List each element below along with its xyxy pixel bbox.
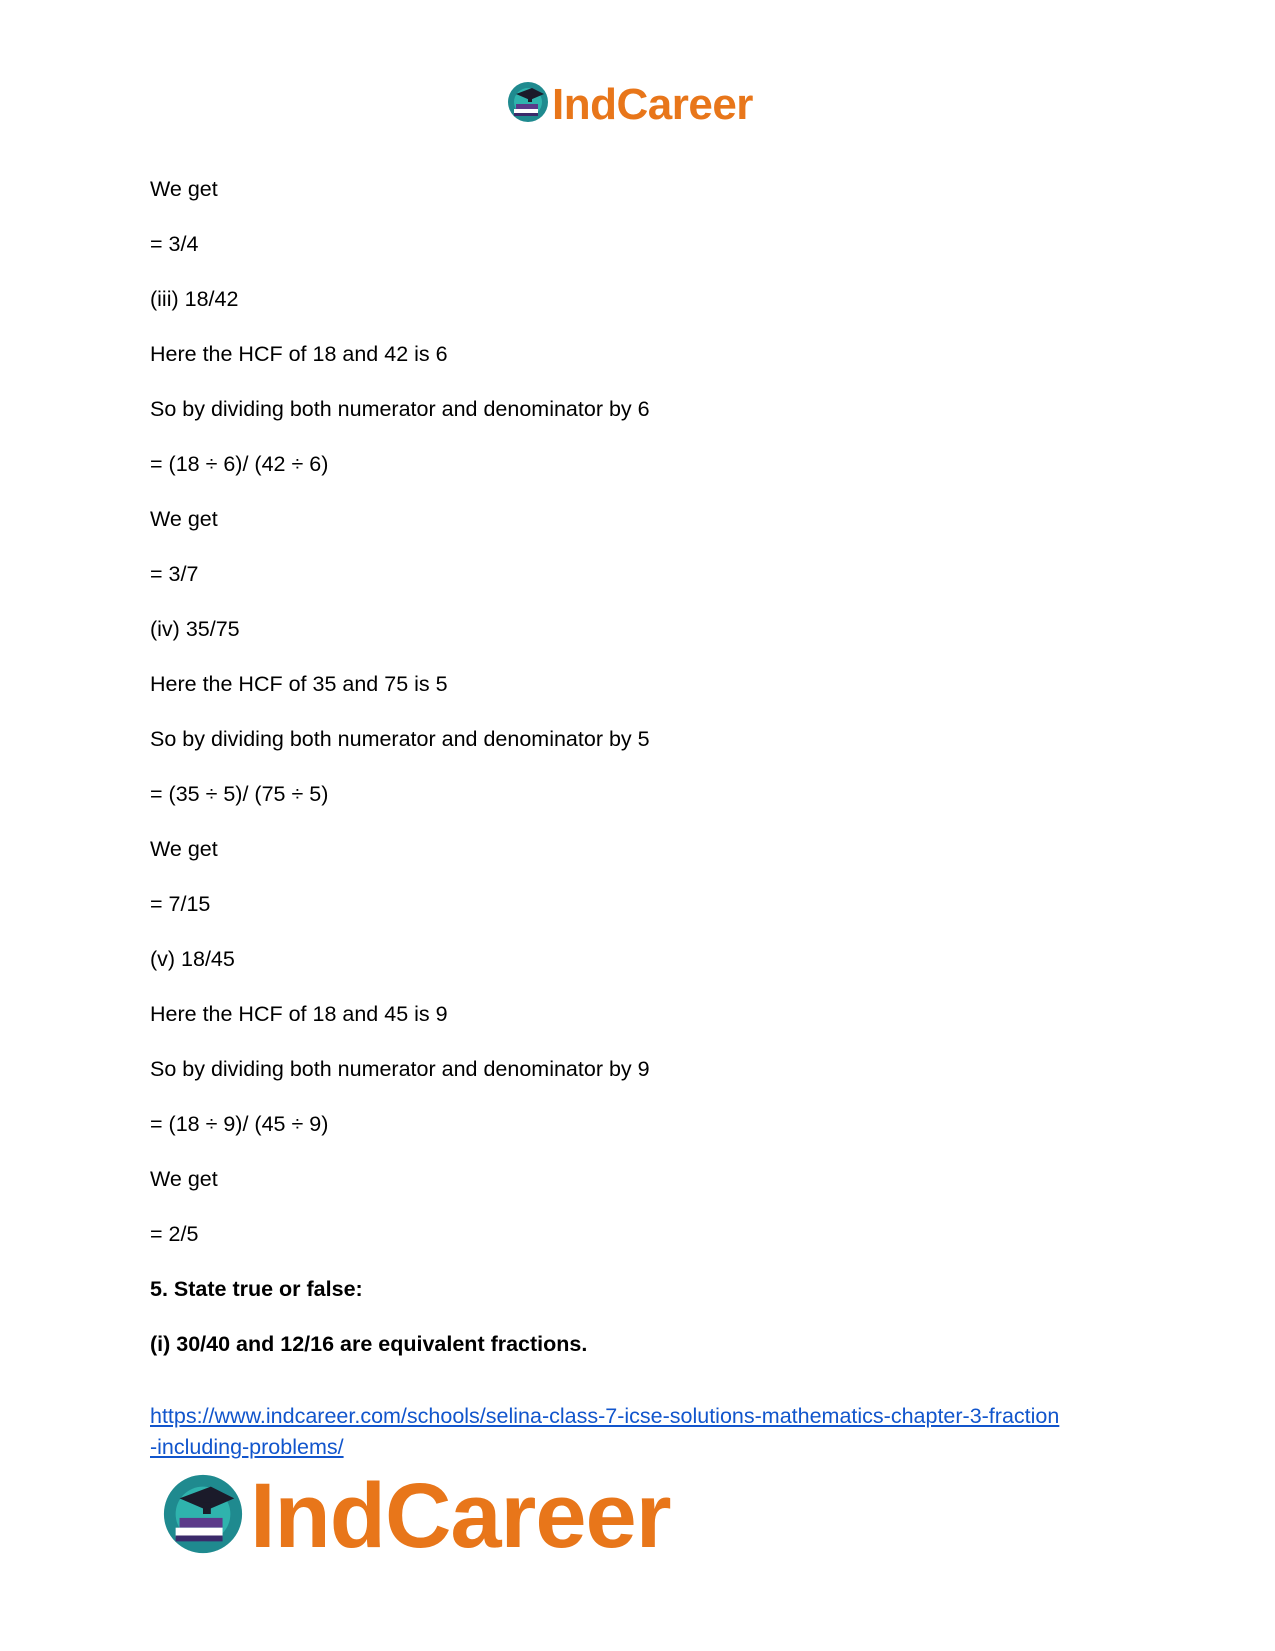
- globe-books-icon: [160, 1471, 246, 1562]
- text-line: We get: [150, 507, 218, 531]
- text-line: = 2/5: [150, 1222, 199, 1246]
- question-heading: 5. State true or false:: [150, 1277, 363, 1301]
- text-line: = 3/4: [150, 232, 199, 256]
- text-line: So by dividing both numerator and denominator by 6: [150, 397, 650, 421]
- source-link[interactable]: [150, 1401, 1150, 1463]
- footer-logo: [160, 1465, 671, 1567]
- text-line: We get: [150, 1167, 218, 1191]
- text-line: Here the HCF of 18 and 42 is 6: [150, 342, 448, 366]
- logo-text: IndCareer: [250, 1465, 671, 1567]
- text-line: We get: [150, 837, 218, 861]
- text-line: So by dividing both numerator and denominator by 9: [150, 1057, 650, 1081]
- text-line: = (35 ÷ 5)/ (75 ÷ 5): [150, 782, 329, 806]
- text-line: = 3/7: [150, 562, 199, 586]
- text-line: = (18 ÷ 6)/ (42 ÷ 6): [150, 452, 329, 476]
- document-body: [150, 176, 1150, 1386]
- text-line: So by dividing both numerator and denominator by 5: [150, 727, 650, 751]
- source-link-line-1[interactable]: https://www.indcareer.com/schools/selina-class-7-icse-solutions-mathematics-chapter-3-fraction: [150, 1404, 1060, 1428]
- globe-books-icon: [506, 80, 550, 129]
- text-line: We get: [150, 177, 218, 201]
- text-line: = (18 ÷ 9)/ (45 ÷ 9): [150, 1112, 329, 1136]
- text-line: (iv) 35/75: [150, 617, 240, 641]
- text-line: Here the HCF of 18 and 45 is 9: [150, 1002, 448, 1026]
- logo-text: IndCareer: [552, 79, 753, 129]
- text-line: (v) 18/45: [150, 947, 235, 971]
- source-link-line-2[interactable]: -including-problems/: [150, 1435, 344, 1459]
- text-line: Here the HCF of 35 and 75 is 5: [150, 672, 448, 696]
- text-line: (iii) 18/42: [150, 287, 239, 311]
- question-item: (i) 30/40 and 12/16 are equivalent fractions.: [150, 1332, 588, 1356]
- text-line: = 7/15: [150, 892, 211, 916]
- header-logo: [506, 80, 753, 129]
